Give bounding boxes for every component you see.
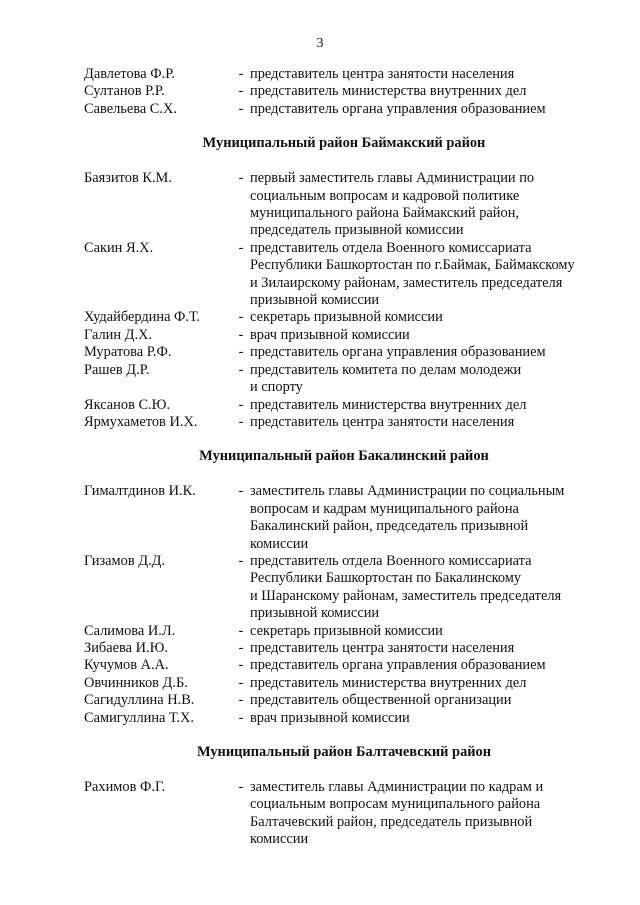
- member-name: Худайбердина Ф.Т.: [84, 309, 200, 326]
- member-row: [84, 327, 604, 344]
- member-role: заместитель главы Администрации по кадрам и социальным вопросам муниципального района Балтачевский район, председатель призывной комиссии: [250, 779, 544, 848]
- member-name: Баязитов К.М.: [84, 170, 172, 187]
- dash-separator: -: [238, 639, 244, 656]
- dash-separator: -: [238, 622, 244, 639]
- member-name: Султанов Р.Р.: [84, 83, 165, 100]
- section-heading: Муниципальный район Балтачевский район: [196, 744, 492, 760]
- member-role: представитель комитета по делам молодежи и спорту: [250, 361, 522, 396]
- member-role: представитель отдела Военного комиссариата Республики Башкортостан по г.Баймак, Баймакскому и Зилаирскому районам, заместитель председателя призывной комиссии: [250, 239, 575, 309]
- member-row: [84, 779, 604, 849]
- member-role: представитель центра занятости населения: [250, 413, 515, 430]
- member-role: представитель министерства внутренних дел: [250, 674, 527, 691]
- member-row: [84, 240, 604, 310]
- section-spacer: [84, 761, 604, 779]
- member-role: представитель общественной организации: [250, 692, 512, 709]
- member-row: [84, 309, 604, 326]
- member-row: [84, 657, 604, 674]
- dash-separator: -: [238, 170, 244, 187]
- member-name: Гималтдинов И.К.: [84, 483, 196, 500]
- member-role: представитель органа управления образованием: [250, 657, 546, 674]
- member-name: Яксанов С.Ю.: [84, 396, 171, 413]
- dash-separator: -: [238, 344, 244, 361]
- member-name: Ярмухаметов И.Х.: [84, 413, 198, 430]
- member-row: [84, 170, 604, 240]
- dash-separator: -: [238, 361, 244, 378]
- member-row: [84, 483, 604, 553]
- section-1: [84, 118, 604, 431]
- member-name: Самигуллина Т.Х.: [84, 709, 194, 726]
- dash-separator: -: [238, 674, 244, 691]
- member-row: [84, 414, 604, 431]
- member-row: [84, 397, 604, 414]
- member-role: представитель органа управления образованием: [250, 344, 546, 361]
- dash-separator: -: [238, 83, 244, 100]
- section-spacer: [84, 465, 604, 483]
- member-name: Салимова И.Л.: [84, 622, 176, 639]
- section-spacer: [84, 431, 604, 447]
- member-role: представитель органа управления образованием: [250, 100, 546, 117]
- section-spacer: [84, 152, 604, 170]
- member-name: Рашев Д.Р.: [84, 361, 150, 378]
- dash-separator: -: [238, 692, 244, 709]
- dash-separator: -: [238, 66, 244, 82]
- dash-separator: -: [238, 326, 244, 343]
- member-row: [84, 83, 604, 100]
- member-name: Галин Д.Х.: [84, 326, 153, 343]
- page-number: 3: [316, 36, 324, 51]
- dash-separator: -: [238, 100, 244, 117]
- dash-separator: -: [238, 552, 244, 569]
- member-role: представитель министерства внутренних дел: [250, 396, 527, 413]
- member-row: [84, 553, 604, 623]
- member-role: заместитель главы Администрации по социальным вопросам и кадрам муниципального района Бакалинский район, председатель призывной комиссии: [250, 483, 565, 552]
- member-row: [84, 640, 604, 657]
- member-role: секретарь призывной комиссии: [250, 622, 443, 639]
- dash-separator: -: [238, 396, 244, 413]
- section-2: [84, 431, 604, 727]
- member-name: Давлетова Ф.Р.: [84, 66, 176, 82]
- member-name: Муратова Р.Ф.: [84, 344, 172, 361]
- member-name: Рахимов Ф.Г.: [84, 779, 166, 795]
- member-name: Савельева С.Х.: [84, 100, 177, 117]
- member-row: [84, 362, 604, 397]
- section-3: [84, 727, 604, 849]
- dash-separator: -: [238, 413, 244, 430]
- member-name: Гизамов Д.Д.: [84, 552, 166, 569]
- member-row: [84, 101, 604, 118]
- document-body: [84, 66, 604, 849]
- member-row: [84, 623, 604, 640]
- section-heading: Муниципальный район Бакалинский район: [199, 448, 489, 465]
- dash-separator: -: [238, 239, 244, 256]
- member-role: представитель отдела Военного комиссариата Республики Башкортостан по Бакалинскому и Шаранскому районам, заместитель председателя призывной комиссии: [250, 552, 562, 622]
- member-name: Кучумов А.А.: [84, 657, 169, 674]
- member-role: врач призывной комиссии: [250, 326, 410, 343]
- member-row: [84, 675, 604, 692]
- section-heading: Муниципальный район Баймакский район: [202, 135, 486, 152]
- member-role: первый заместитель главы Администрации по социальным вопросам и кадровой политике муниципального района Баймакский район, председатель призывной комиссии: [250, 170, 535, 239]
- dash-separator: -: [238, 483, 244, 500]
- member-role: представитель центра занятости населения: [250, 639, 515, 656]
- member-role: представитель министерства внутренних дел: [250, 83, 527, 100]
- member-role: секретарь призывной комиссии: [250, 309, 443, 326]
- member-role: представитель центра занятости населения: [250, 66, 515, 82]
- dash-separator: -: [238, 779, 244, 795]
- member-row: [84, 66, 604, 83]
- member-role: врач призывной комиссии: [250, 709, 410, 726]
- member-name: Сагидуллина Н.В.: [84, 692, 195, 709]
- dash-separator: -: [238, 309, 244, 326]
- member-name: Сакин Я.Х.: [84, 239, 154, 256]
- section-spacer: [84, 727, 604, 743]
- member-name: Зибаева И.Ю.: [84, 639, 168, 656]
- member-row: [84, 710, 604, 727]
- section-0: [84, 66, 604, 118]
- member-row: [84, 344, 604, 361]
- member-row: [84, 692, 604, 709]
- section-spacer: [84, 118, 604, 134]
- dash-separator: -: [238, 709, 244, 726]
- member-name: Овчинников Д.Б.: [84, 674, 188, 691]
- dash-separator: -: [238, 657, 244, 674]
